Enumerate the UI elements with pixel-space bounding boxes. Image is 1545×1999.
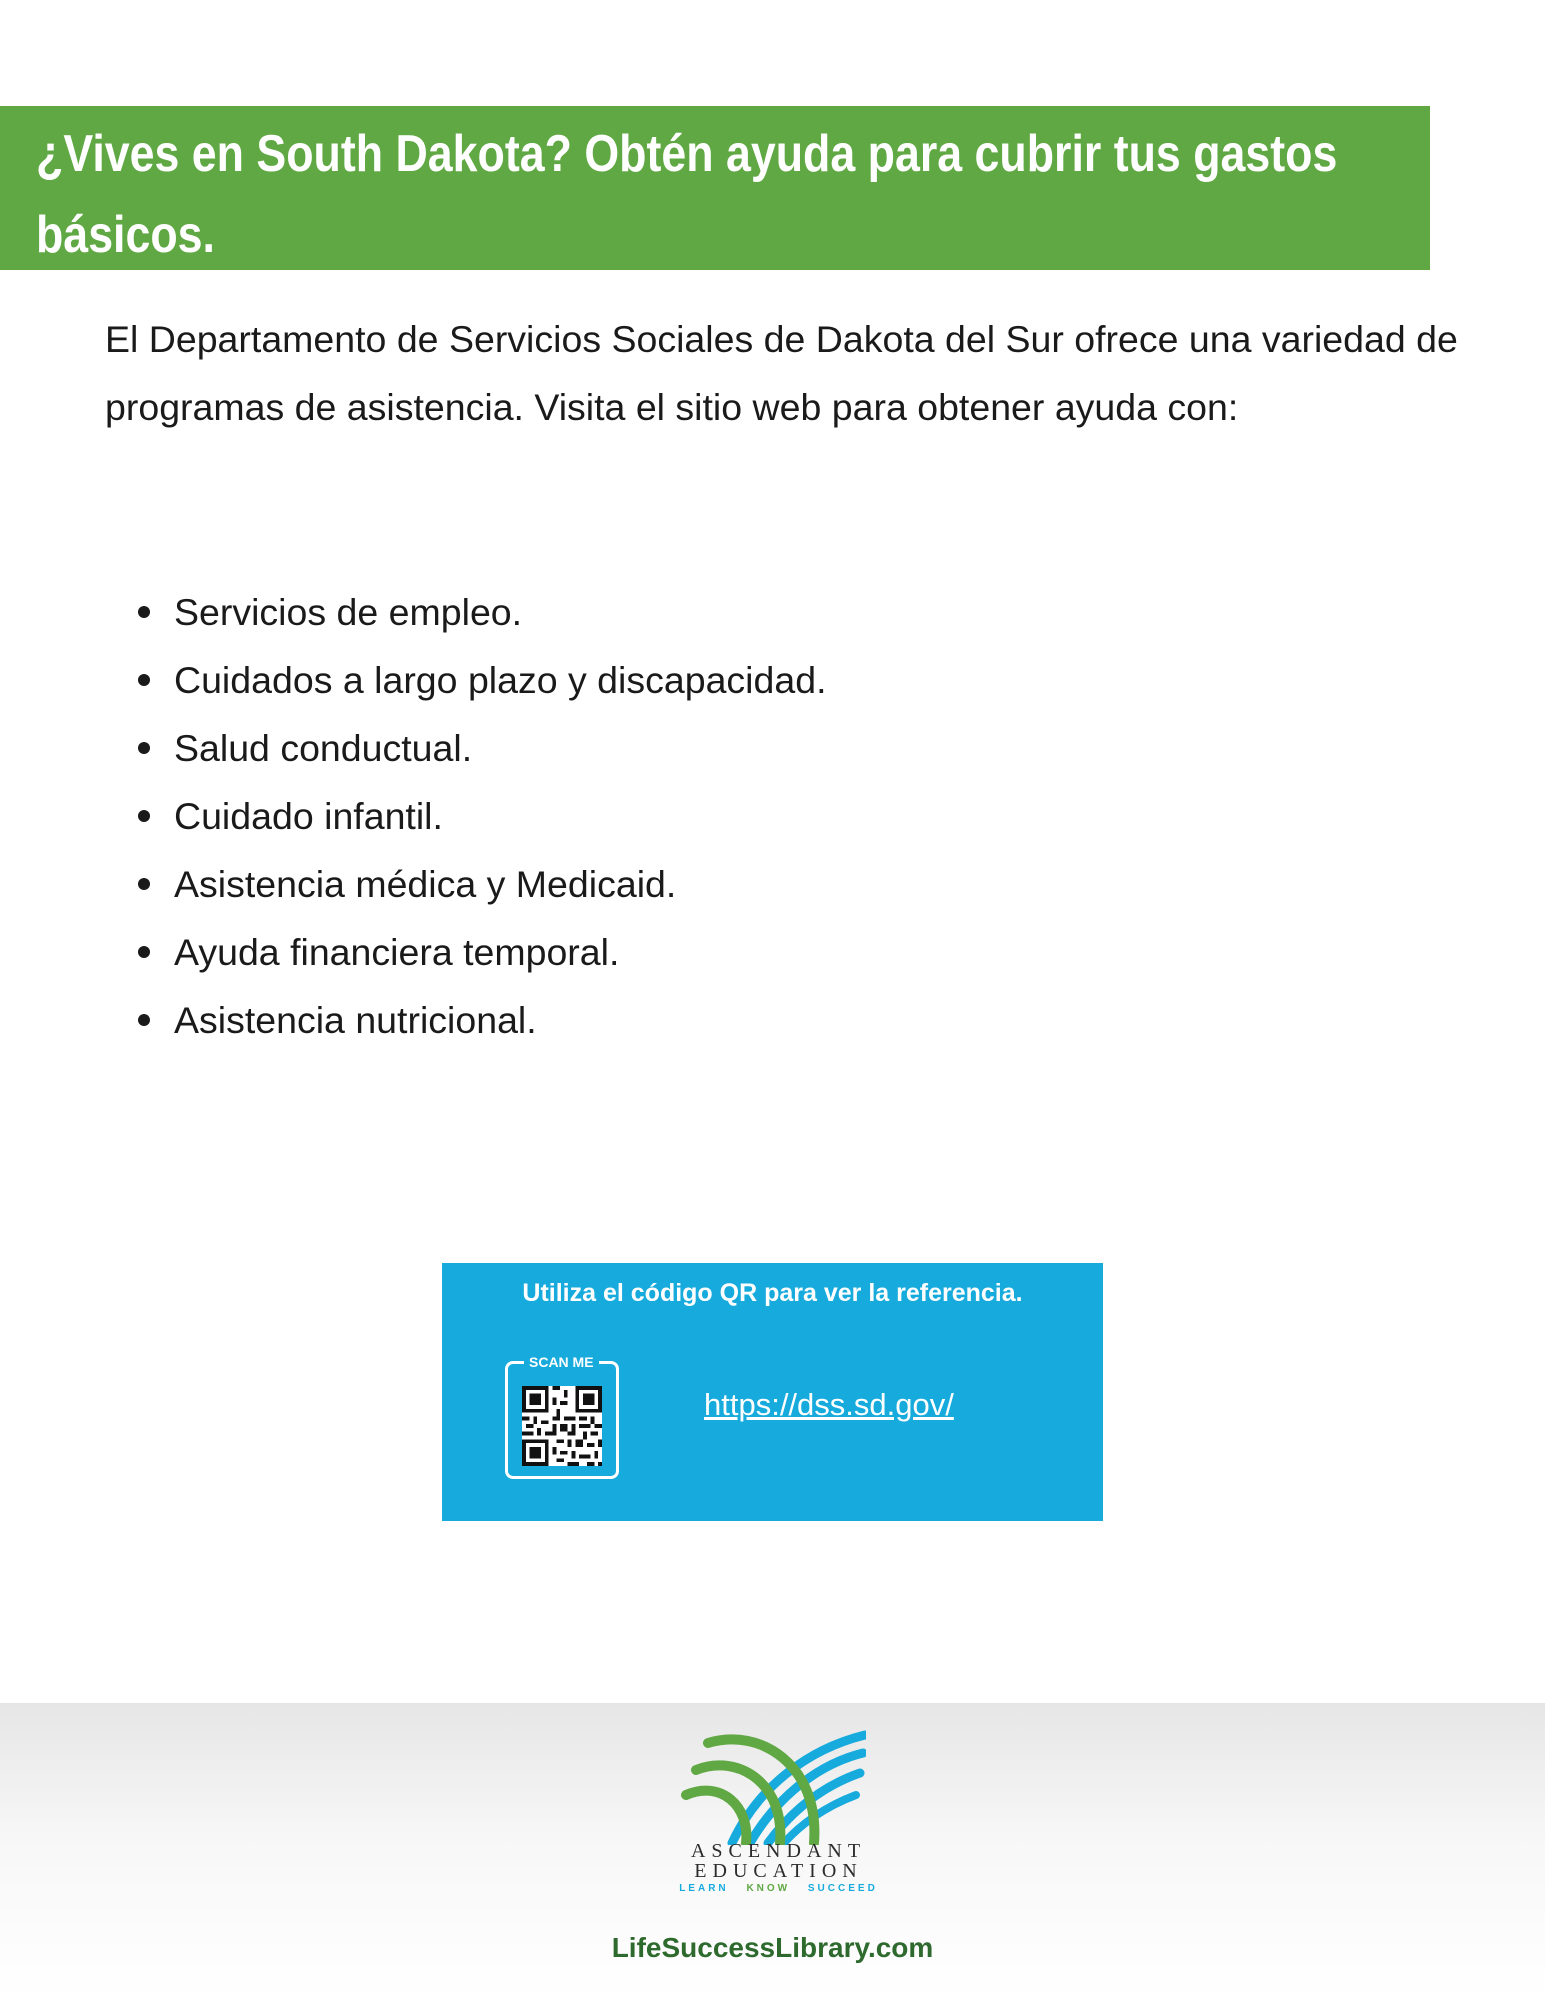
benefit-text: Asistencia médica y Medicaid.: [174, 863, 677, 905]
intro-paragraph: El Departamento de Servicios Sociales de Dakota del Sur ofrece una variedad de programas de asistencia. Visita el sitio web para obtener ayuda con:: [105, 318, 1458, 428]
list-item: [105, 578, 1305, 646]
qr-reference-card: [442, 1263, 1103, 1521]
bullet-icon: [138, 1014, 150, 1026]
benefit-text: Salud conductual.: [174, 727, 473, 769]
logo-wordmark-line2: EDUCATION: [694, 1860, 863, 1882]
title-banner: [0, 106, 1430, 270]
logo-tagline: [0, 1883, 1545, 1894]
list-item: [105, 986, 1305, 1054]
benefits-list: [105, 578, 1305, 1054]
bullet-icon: [138, 946, 150, 958]
qr-code-icon[interactable]: [522, 1386, 602, 1466]
bullet-icon: [138, 606, 150, 618]
qr-frame: [505, 1354, 619, 1479]
list-item: [105, 646, 1305, 714]
list-item: [105, 850, 1305, 918]
qr-caption: Utiliza el código QR para ver la referencia.: [522, 1279, 1023, 1307]
benefit-text: Ayuda financiera temporal.: [174, 931, 620, 973]
bullet-icon: [138, 742, 150, 754]
bullet-icon: [138, 810, 150, 822]
bullet-icon: [138, 674, 150, 686]
tagline-know: KNOW: [746, 1883, 791, 1894]
website-link[interactable]: LifeSuccessLibrary.com: [611, 1932, 934, 1963]
benefit-text: Asistencia nutricional.: [174, 999, 537, 1041]
dss-website-link[interactable]: https://dss.sd.gov/: [704, 1387, 954, 1422]
tagline-succeed: SUCCEED: [807, 1883, 878, 1894]
scan-me-label: SCAN ME: [524, 1352, 599, 1372]
bullet-icon: [138, 878, 150, 890]
page-title: ¿Vives en South Dakota? Obtén ayuda para cubrir tus gastos básicos.: [36, 125, 1338, 264]
benefit-text: Servicios de empleo.: [174, 591, 523, 633]
logo-wordmark-line1: ASCENDANT: [690, 1840, 867, 1862]
list-item: [105, 714, 1305, 782]
ascendant-education-logo-icon: [680, 1725, 866, 1845]
tagline-learn: LEARN: [679, 1883, 729, 1894]
benefit-text: Cuidados a largo plazo y discapacidad.: [174, 659, 827, 701]
footer: [0, 1703, 1545, 1999]
list-item: [105, 782, 1305, 850]
benefit-text: Cuidado infantil.: [174, 795, 443, 837]
list-item: [105, 918, 1305, 986]
